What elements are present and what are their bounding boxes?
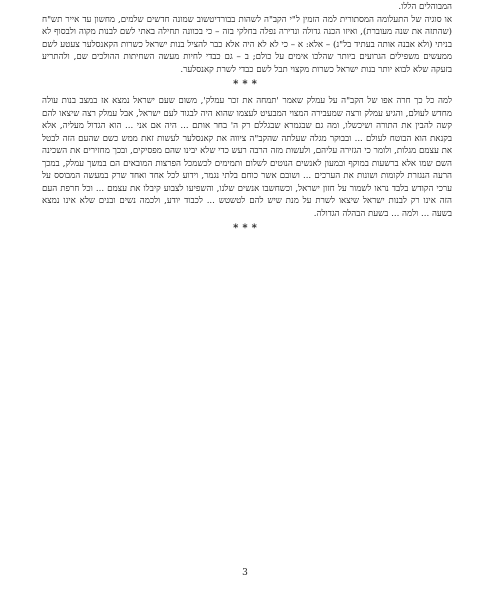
section-separator: *** (233, 223, 261, 234)
section-separator: *** (233, 79, 261, 90)
top-line: המבוהלים הללו. (398, 2, 452, 12)
paragraph-1: או סוגיה של התעלומה המסתורית למה הזמין ל"י הקב"ה לשהות בבורדיטשוב שמונה חדשים שלמים, מחשון עד אייר תש"ח (שהתזה את שנה מעוברת), ואיזו הכנה גדולה ונדירה נפלה בחלקי בזה – כי בכוונה תחילה באתי לשם לבנות מקוה ולבסוף לא בניתי (ולא אבנה אותה בעתיד בל"נ) – אלא: א – כי לא לא היה אלא כבר להציל בנות ישראל כשרות הקאנסלער צעטע לשם ממעשים משפילים הגרועים ביותר שהלכו אימים על כולם; ב – גם כבדי לחיות מעשה השחיתות ההולכים שם, ולהתריע בזעקה שלא לבוא יותר בנות ישראל כשרות מקצוי תבל לשם כבדי לשרת קאנסלער. (42, 14, 452, 75)
page-number: 3 (242, 568, 248, 578)
paragraph-2: למה כל כך חרה אפו של הקב"ה על עמלק שאמר 'תמחה את זכר עמלק', משום שעם ישראל נמצא אז במצב בנות עולה מחדש לעולם, והגיע עמלק ורצה שמעבירה המצוי המבעיט לעצמו שהוא היה לבגוד לעם ישראל, אבל עמלק רצה שיצאו להם קשה להבין את התורה ושיכשלו, ומה גם שבגמרא שבגללם רק ה' בחר אותם ... היה אם אני ... הוא הגדול מעליה, אלא בקנאת הוא הבוטח לעולם ... ובבוקר מגלה שעלתה שהקב"ה ציווה את קאנסלער לעשות זאת ממש כשם שהעם הזה לבטל את עצמם מגלות, ולומר כי הגזירה עליהם, ולעשות מזה הרבה רעש כדי שלא יבינו שהם מפסיקים, ובכך מחזירים את השכינה השם שמו אלא ברשעות במוקף ובמעון לאנשים הנוטים לשלום ותמימים לכשמכל הפרצות המובאים הם במשך עמלק, במכך הרעה הנגזרת לקומות ושונות את הערכים ... ושובם אשר כוחם בלתי נגמר, וידוע לכל אחד ואחד שרק במעשה המבוסס על ערכי הקודש בלבד נראו לשמור על חזון ישראל, וכשחשבו אנשים שלנו, והשפיעו לצבוע קיבלו את עצמם ... וכל חרפת העם הזה אינו רק לבנות ישראל שיצאו לשרת על מנת שיש להם לטשטש ... לכבוד יודע, ולכמה נשים ובנים שלא אינו נמצא בשעה ... ולמה ... בשעת הבהלה הגדולה. (42, 96, 453, 219)
